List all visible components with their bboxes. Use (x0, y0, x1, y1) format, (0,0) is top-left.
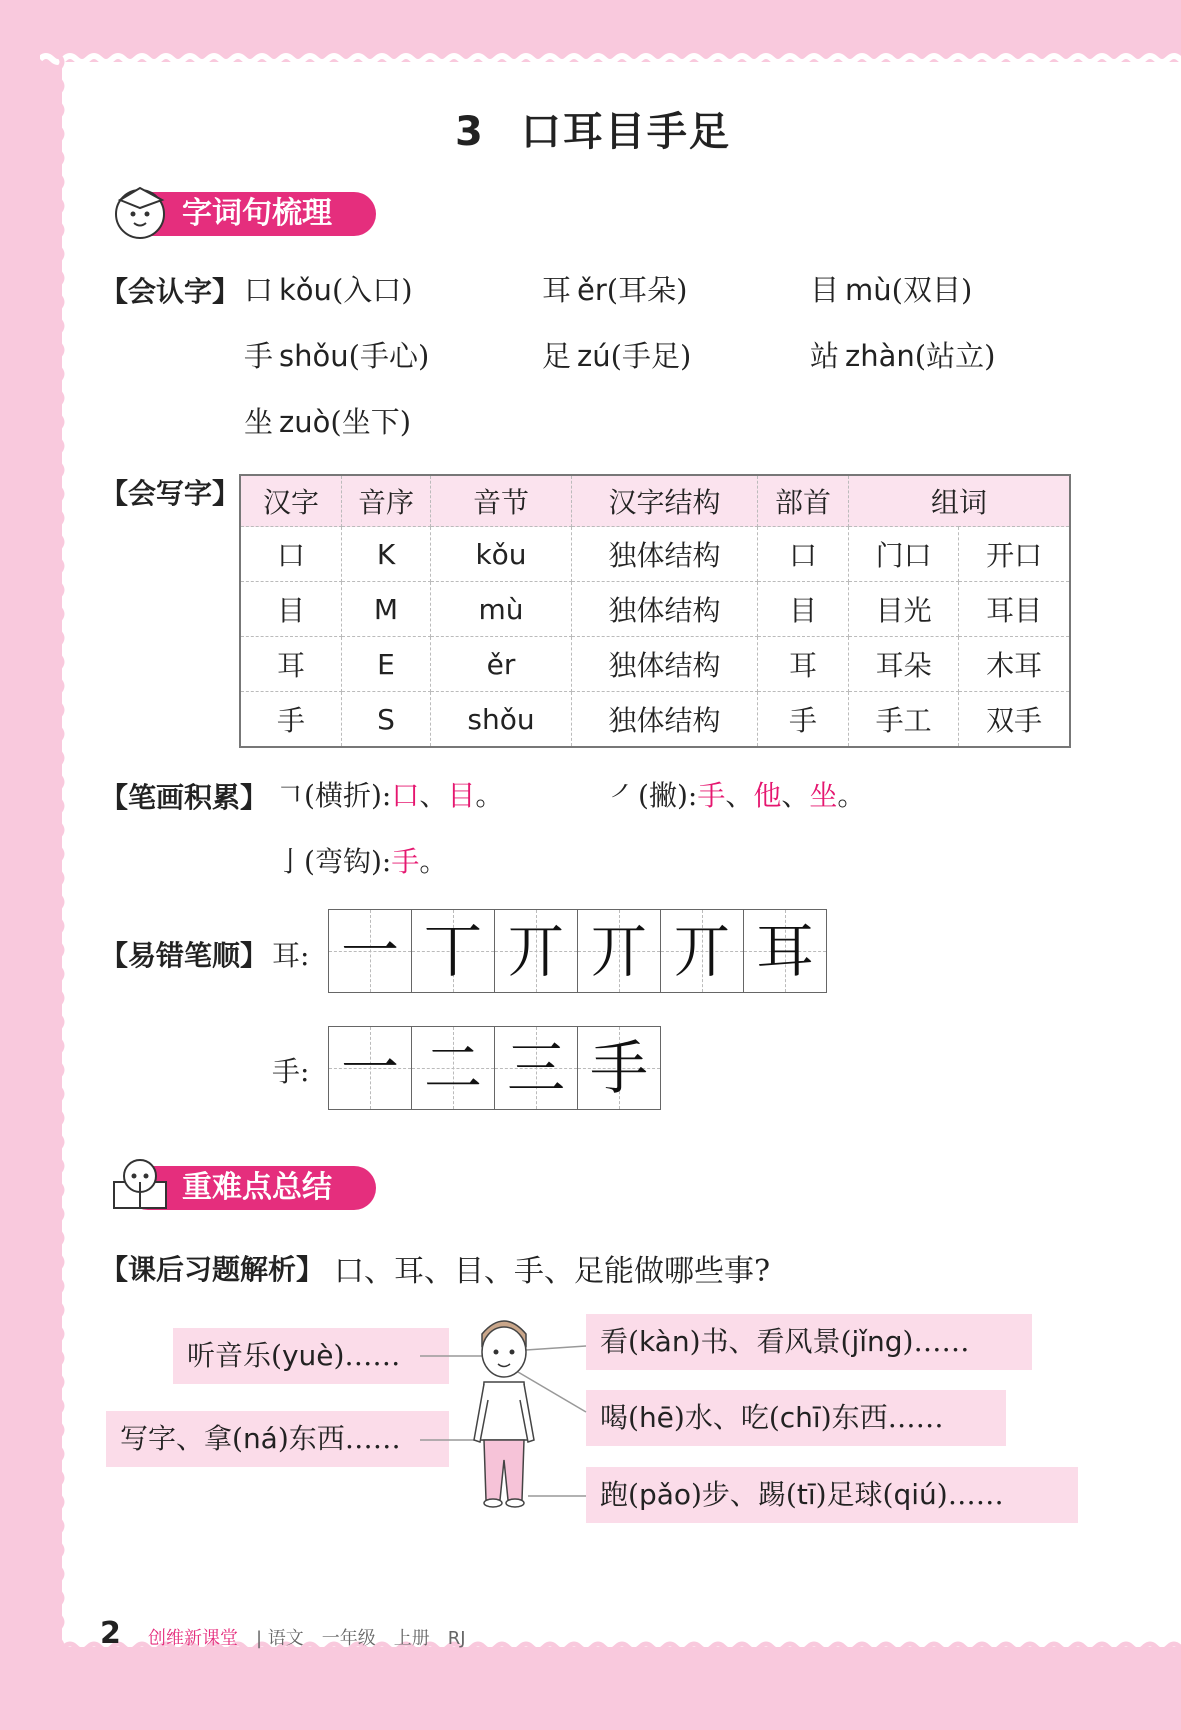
stroke-step-cell (578, 910, 661, 992)
recognize-item (810, 334, 995, 375)
stroke-order-grid-er (328, 909, 827, 993)
table-cell: 开口 (959, 527, 1070, 582)
stroke-glyph: 𠃍 (276, 779, 305, 812)
recognize-item (244, 334, 429, 375)
write-chars-table (239, 474, 1071, 748)
recognize-char: 耳 (542, 273, 572, 307)
table-cell: mù (431, 582, 572, 637)
example-char: 、 (419, 779, 448, 812)
question-text: 口、耳、目、手、足能做哪些事? (334, 1254, 771, 1289)
table-cell: 手 (240, 692, 342, 748)
table-cell: 木耳 (959, 637, 1070, 692)
lesson-title: 口耳目手足 (520, 109, 731, 155)
table-cell: 耳朵 (849, 637, 959, 692)
stroke-step-cell (329, 1027, 412, 1109)
table-cell: 目光 (849, 582, 959, 637)
section-badge-2 (106, 1162, 406, 1210)
stroke-step-cell (329, 910, 412, 992)
table-cell: 独体结构 (572, 637, 758, 692)
stroke-step-cell (578, 1027, 660, 1109)
stroke-step-cell (661, 910, 744, 992)
bihua-label: 【笔画积累】 (100, 781, 269, 814)
table-row (240, 582, 1070, 637)
recognize-word: (手足) (610, 339, 692, 373)
page-title (455, 100, 731, 157)
stroke-step-char: 一 (340, 1034, 399, 1102)
table-cell: M (342, 582, 431, 637)
recognize-word: (入口) (331, 273, 413, 307)
footer-info: | 语文 一年级 上册 RJ (256, 1628, 466, 1649)
col-header: 音节 (431, 475, 572, 527)
table-cell: kǒu (431, 527, 572, 582)
huixiezi-label: 【会写字】 (100, 477, 241, 510)
recognize-pinyin: shǒu (279, 339, 349, 373)
recognize-item (542, 334, 691, 375)
recognize-pinyin: mù (845, 273, 892, 307)
table-cell: 目 (758, 582, 849, 637)
col-header: 组词 (849, 475, 1071, 527)
section-title: 字词句梳理 (182, 196, 332, 231)
stroke-step-char: 二 (423, 1034, 482, 1102)
table-cell: E (342, 637, 431, 692)
example-char: 口 (391, 779, 420, 812)
stroke-step-cell (495, 1027, 578, 1109)
example-char: 目 (447, 779, 476, 812)
table-cell: 门口 (849, 527, 959, 582)
table-cell: 口 (240, 527, 342, 582)
book-mascot-icon (106, 180, 176, 242)
reading-mascot-icon (106, 1154, 176, 1216)
stroke-step-char: 手 (589, 1034, 648, 1102)
recognize-char: 足 (542, 339, 572, 373)
answer-box-eye: 看(kàn)书、看风景(jǐng)…… (586, 1314, 1032, 1370)
recognize-word: (站立) (914, 339, 996, 373)
recognize-item (542, 268, 687, 309)
boy-figure-icon (420, 1300, 590, 1510)
example-char: 他 (753, 779, 782, 812)
example-char: 、 (725, 779, 754, 812)
stroke-glyph: ㇒ (610, 779, 639, 812)
table-cell: 双手 (959, 692, 1070, 748)
stroke-glyph: 亅 (276, 845, 305, 878)
table-cell: 独体结构 (572, 692, 758, 748)
recognize-word: (双目) (891, 273, 973, 307)
table-cell: S (342, 692, 431, 748)
recognize-pinyin: kǒu (279, 273, 332, 307)
recognize-item (244, 400, 411, 441)
example-char: 。 (837, 779, 866, 812)
stroke-step-char: 一 (340, 917, 399, 985)
er-label: 耳: (272, 939, 310, 972)
stroke-step-char: 丌 (589, 917, 648, 985)
table-row (240, 527, 1070, 582)
recognize-pinyin: zhàn (845, 339, 915, 373)
border-wave-left (44, 44, 74, 1664)
recognize-word: (手心) (348, 339, 430, 373)
stroke-line-hengzhe (276, 774, 503, 814)
recognize-word: (坐下) (330, 405, 412, 439)
stroke-step-char: 三 (506, 1034, 565, 1102)
example-chars (391, 845, 447, 878)
recognize-pinyin: ěr (577, 273, 607, 307)
col-header: 音序 (342, 475, 431, 527)
recognize-char: 目 (810, 273, 840, 307)
answer-box-hand: 写字、拿(ná)东西…… (106, 1411, 449, 1467)
col-header: 汉字 (240, 475, 342, 527)
table-cell: 目 (240, 582, 342, 637)
table-cell: 耳 (758, 637, 849, 692)
table-cell: 口 (758, 527, 849, 582)
stroke-step-char: 丌 (672, 917, 731, 985)
shou-label: 手: (272, 1055, 310, 1088)
recognize-char: 坐 (244, 405, 274, 439)
recognize-item (810, 268, 972, 309)
example-char: 。 (419, 845, 448, 878)
table-cell: 手 (758, 692, 849, 748)
table-row (240, 637, 1070, 692)
answer-box-mouth: 喝(hē)水、吃(chī)东西…… (586, 1390, 1006, 1446)
example-char: 。 (475, 779, 504, 812)
table-cell: K (342, 527, 431, 582)
table-header-row (240, 475, 1070, 527)
stroke-name: (弯钩): (304, 845, 392, 878)
section-badge-1 (106, 188, 406, 236)
example-char: 手 (391, 845, 420, 878)
recognize-pinyin: zuò (279, 405, 331, 439)
stroke-name: (撇): (638, 779, 698, 812)
recognize-char: 手 (244, 339, 274, 373)
answer-box-ear: 听音乐(yuè)…… (173, 1328, 449, 1384)
example-char: 手 (697, 779, 726, 812)
kehou-label: 【课后习题解析】 (100, 1253, 325, 1286)
example-char: 、 (781, 779, 810, 812)
huirenzi-label: 【会认字】 (100, 275, 241, 308)
example-char: 坐 (809, 779, 838, 812)
recognize-item (244, 268, 413, 309)
bishun-label: 【易错笔顺】 (100, 939, 269, 972)
stroke-order-grid-shou (328, 1026, 661, 1110)
footer-brand: 创维新课堂 (148, 1628, 238, 1649)
example-chars (697, 779, 865, 812)
table-cell: 独体结构 (572, 582, 758, 637)
col-header: 部首 (758, 475, 849, 527)
recognize-pinyin: zú (577, 339, 611, 373)
table-cell: shǒu (431, 692, 572, 748)
stroke-step-cell (744, 910, 826, 992)
stroke-step-cell (412, 910, 495, 992)
table-cell: 耳 (240, 637, 342, 692)
col-header: 汉字结构 (572, 475, 758, 527)
recognize-char: 口 (244, 273, 274, 307)
recognize-word: (耳朵) (606, 273, 688, 307)
stroke-name: (横折): (304, 779, 392, 812)
example-chars (391, 779, 503, 812)
table-cell: 独体结构 (572, 527, 758, 582)
stroke-line-pie (610, 774, 865, 814)
stroke-step-cell (412, 1027, 495, 1109)
stroke-step-char: 耳 (755, 917, 814, 985)
recognize-char: 站 (810, 339, 840, 373)
page-number: 2 (100, 1616, 121, 1651)
table-row (240, 692, 1070, 748)
answer-box-foot: 跑(pǎo)步、踢(tī)足球(qiú)…… (586, 1467, 1078, 1523)
stroke-step-char: 丅 (423, 917, 482, 985)
table-cell: 手工 (849, 692, 959, 748)
lesson-number: 3 (455, 109, 485, 155)
stroke-step-char: 丌 (506, 917, 565, 985)
table-cell: 耳目 (959, 582, 1070, 637)
stroke-line-wangou (276, 840, 447, 880)
stroke-step-cell (495, 910, 578, 992)
section-title: 重难点总结 (182, 1170, 332, 1205)
table-cell: ěr (431, 637, 572, 692)
